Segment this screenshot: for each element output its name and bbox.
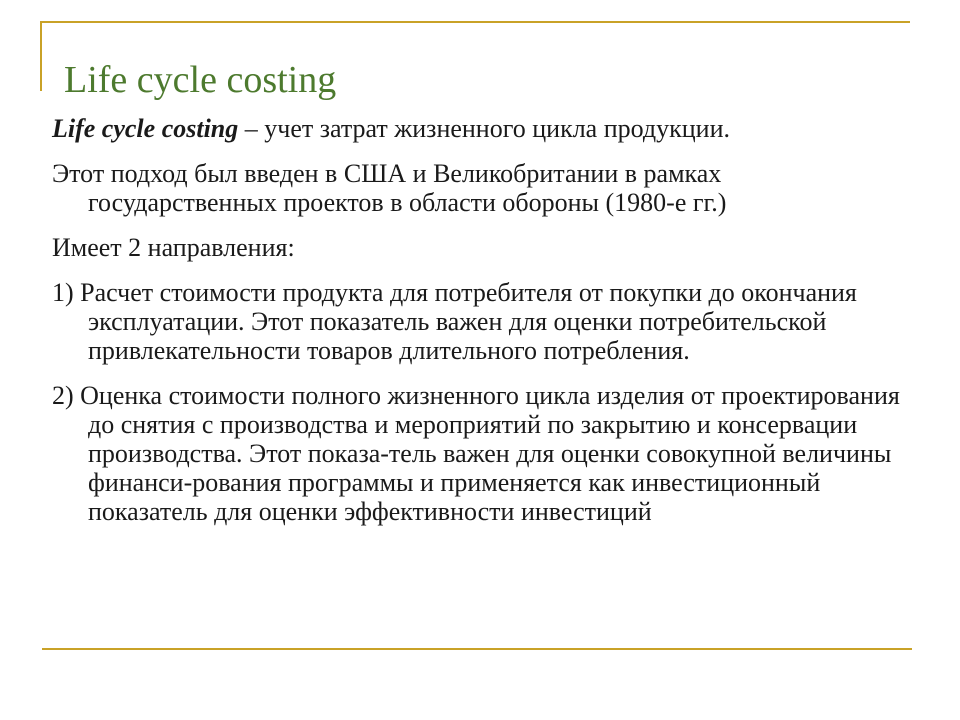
direction-1-paragraph: 1) Расчет стоимости продукта для потребителя от покупки до окончания эксплуатации. Этот показатель важен для оценки потребительской привлекательности товаров длительного потребления.	[52, 278, 857, 365]
slide-body	[52, 114, 912, 542]
directions-heading: Имеет 2 направления:	[52, 233, 295, 262]
frame-left-line	[40, 21, 42, 91]
definition-text: – учет затрат жизненного цикла продукции.	[238, 114, 730, 143]
frame-bottom-line	[42, 648, 912, 650]
direction-2-paragraph: 2) Оценка стоимости полного жизненного цикла изделия от проектирования до снятия с производства и мероприятий по закрытию и консервации производства. Этот показа-тель важен для оценки совокупной величины финанси-рования программы и применяется как инвестиционный показатель для оценки эффективности инвестиций	[52, 381, 900, 526]
origin-paragraph: Этот подход был введен в США и Великобритании в рамках государственных проектов в области обороны (1980-е гг.)	[52, 159, 727, 217]
frame-top-line	[40, 21, 910, 23]
definition-paragraph	[52, 114, 912, 143]
definition-term: Life cycle costing	[52, 114, 239, 143]
slide-title: Life cycle costing	[64, 59, 337, 101]
